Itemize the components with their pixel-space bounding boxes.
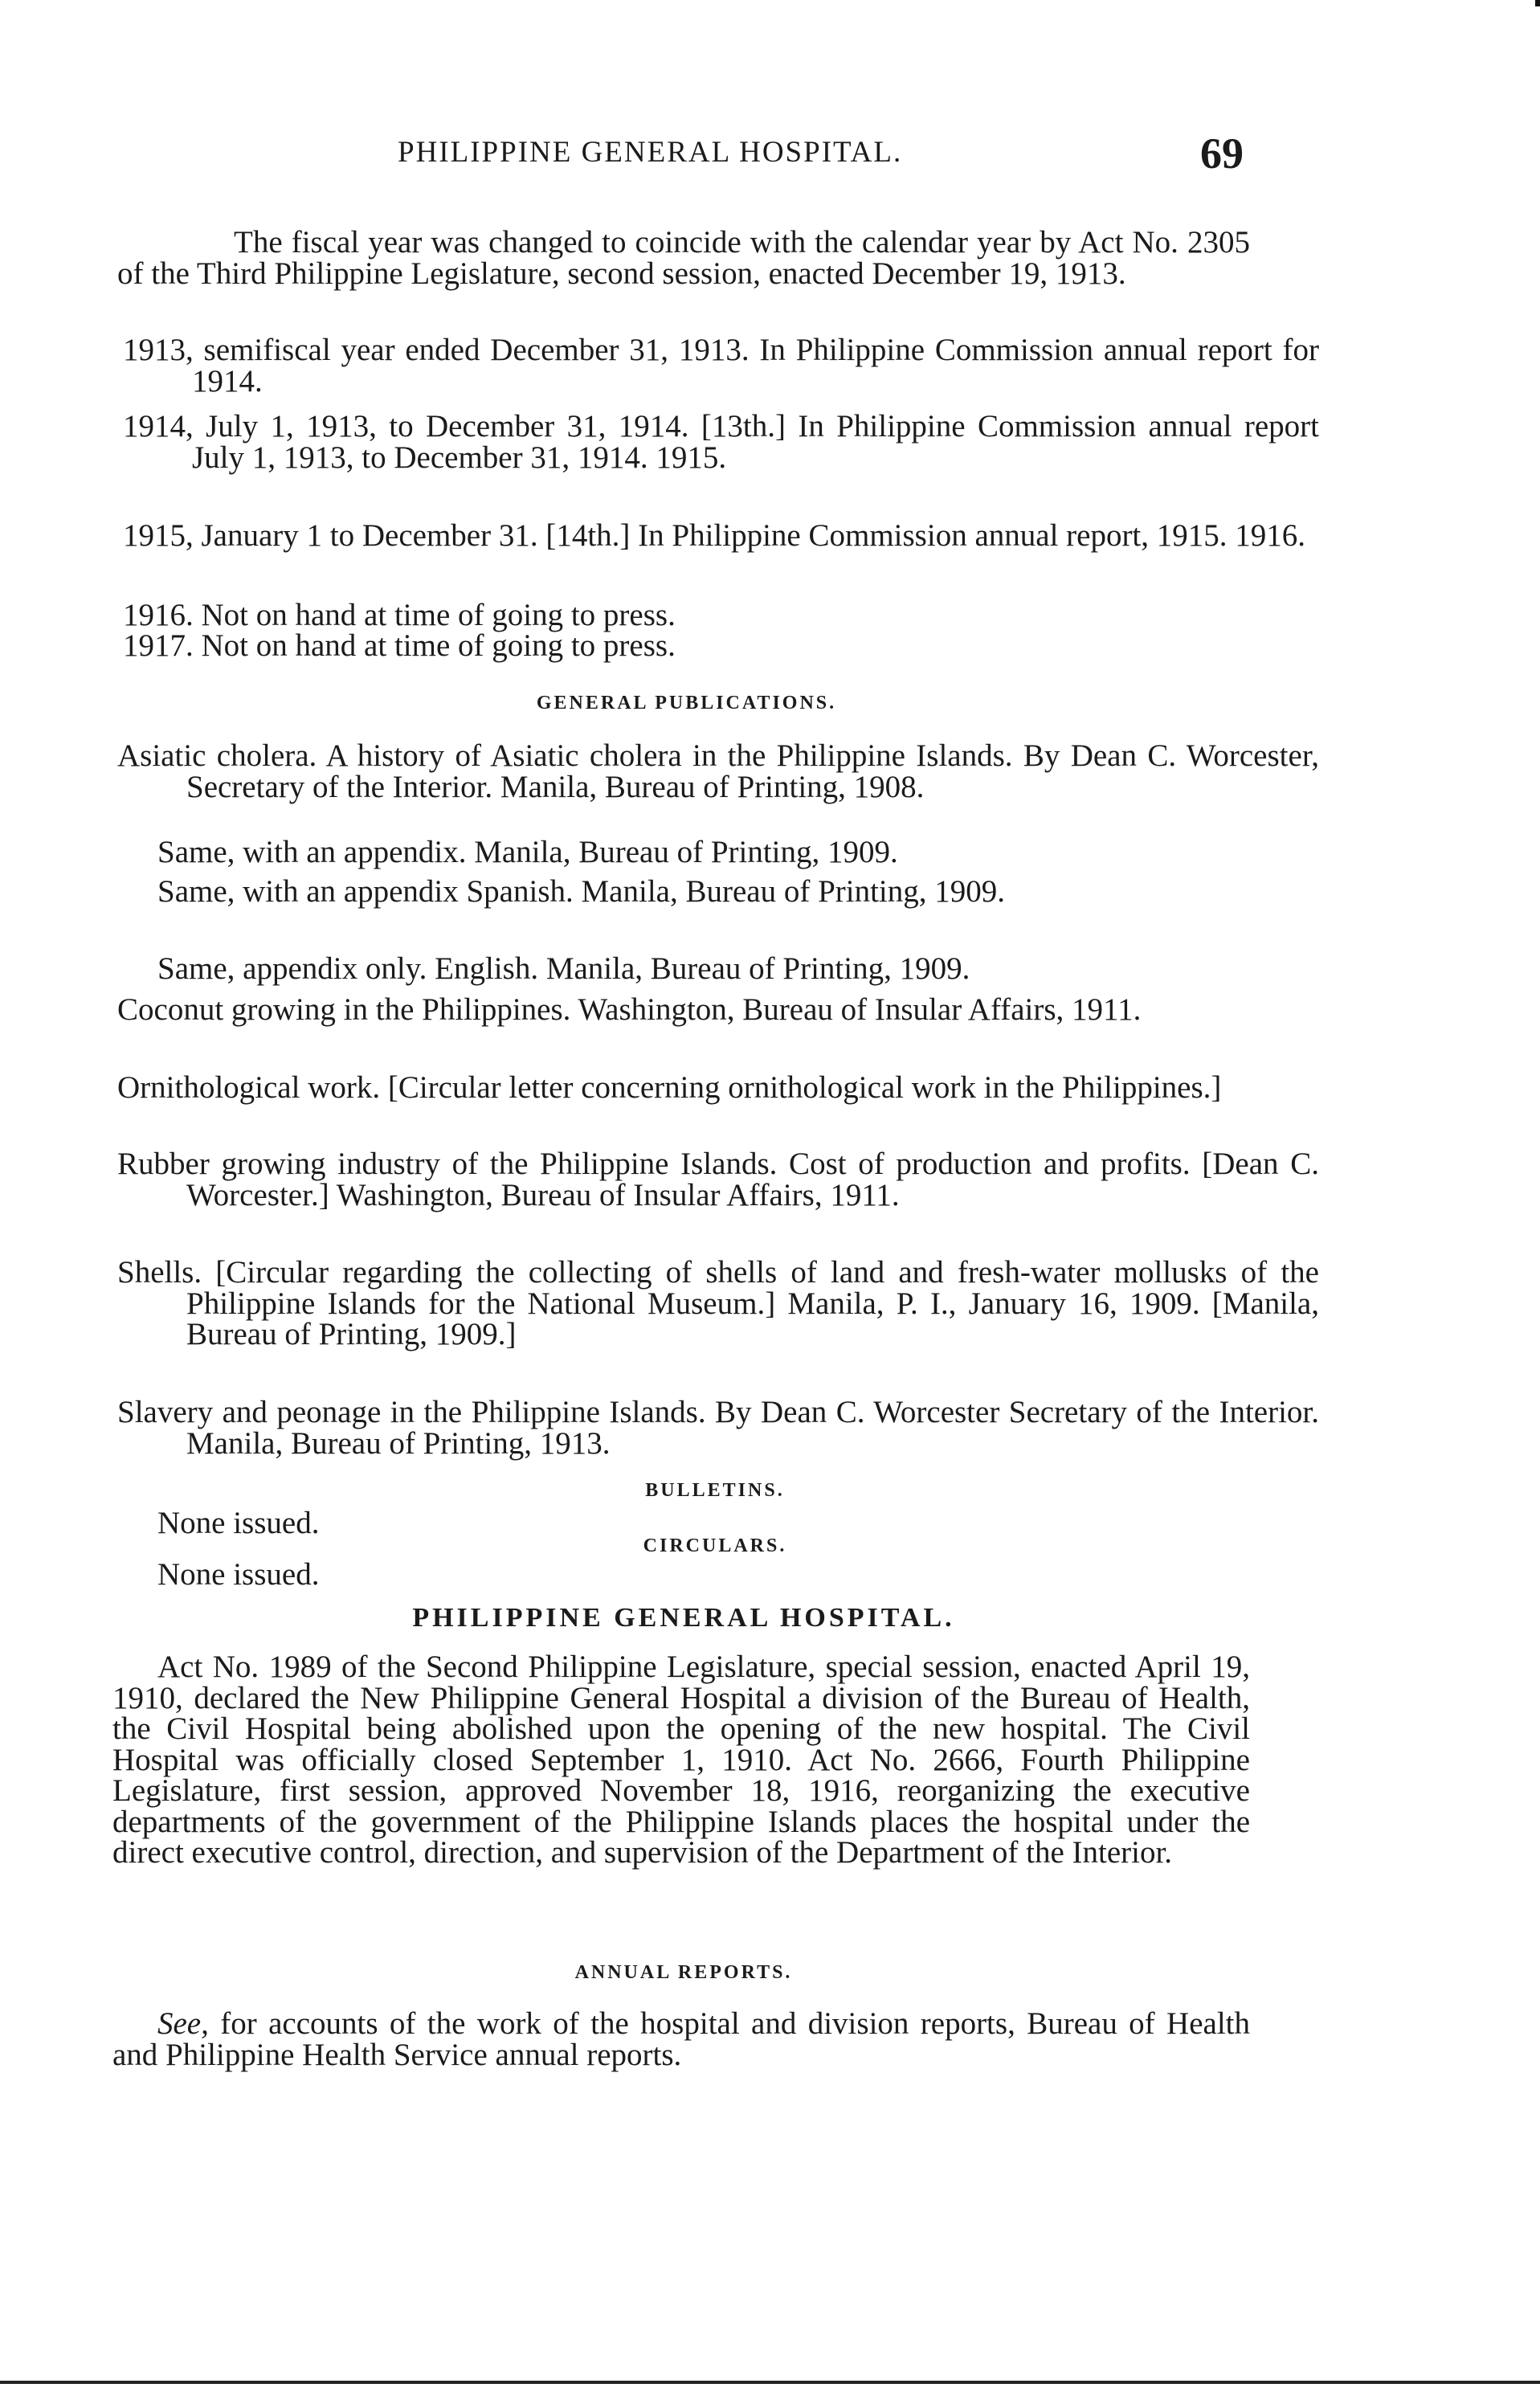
hospital-section-heading: PHILIPPINE GENERAL HOSPITAL. xyxy=(412,1603,955,1633)
report-entry-1913: 1913, semifiscal year ended December 31, 1913. In Philippine Commission annual report for 1914. xyxy=(123,333,1319,399)
publication-entry: Asiatic cholera. A history of Asiatic cholera in the Philippine Islands. By Dean C. Worcester, Secretary of the Interior. Manila, Bureau of Printing, 1908. xyxy=(117,738,1319,804)
bulletins-heading: BULLETINS. xyxy=(645,1480,785,1501)
publication-entry: Slavery and peonage in the Philippine Islands. By Dean C. Worcester Secretary of the Interior. Manila, Bureau of Printing, 1913. xyxy=(117,1395,1319,1461)
publication-entry: Same, with an appendix. Manila, Bureau of Printing, 1909. xyxy=(157,835,898,869)
publication-entry: Shells. [Circular regarding the collecting of shells of land and fresh-water mollusks of the Philippine Islands for the National Museum.] Manila, P. I., January 16, 1909. [Manila, Bureau of Printing, 1909.] xyxy=(117,1255,1319,1351)
report-entry-1914: 1914, July 1, 1913, to December 31, 1914. [13th.] In Philippine Commission annual report July 1, 1913, to December 31, 1914. 1915. xyxy=(123,409,1319,475)
bulletins-text: None issued. xyxy=(157,1506,320,1540)
report-entry-1916: 1916. Not on hand at time of going to press. xyxy=(123,598,676,632)
page-number: 69 xyxy=(1200,129,1244,178)
report-entry-1915: 1915, January 1 to December 31. [14th.] In Philippine Commission annual report, 1915. 1916. xyxy=(123,518,1306,553)
scan-mark xyxy=(1535,0,1540,6)
circulars-text: None issued. xyxy=(157,1557,320,1592)
circulars-heading: CIRCULARS. xyxy=(643,1535,787,1556)
hospital-section-paragraph: Act No. 1989 of the Second Philippine Legislature, special session, enacted April 19, 1910, declared the New Philippine General Hospital a division of the Bureau of Health, the Civil Hospital being abolished upon the opening of the new hospital. The Civil Hospital was officially closed September 1, 1910. Act No. 2666, Fourth Philippine Legislature, first session, approved November 18, 1916, reorganizing the executive departments of the government of the Philippine Islands places the hospital under the direct executive control, direction, and supervision of the Department of the Interior. xyxy=(112,1650,1250,1870)
publication-entry: Rubber growing industry of the Philippine Islands. Cost of production and profits. [Dean C. Worcester.] Washington, Bureau of Insular Affairs, 1911. xyxy=(117,1147,1319,1212)
annual-reports-heading: ANNUAL REPORTS. xyxy=(574,1962,793,1983)
publication-entry: Same, appendix only. English. Manila, Bureau of Printing, 1909. xyxy=(157,951,970,986)
fiscal-year-note: The fiscal year was changed to coincide with the calendar year by Act No. 2305 of the Third Philippine Legislature, second session, enacted December 19, 1913. xyxy=(117,225,1250,291)
running-title: PHILIPPINE GENERAL HOSPITAL. xyxy=(398,136,903,169)
publication-entry: Same, with an appendix Spanish. Manila, Bureau of Printing, 1909. xyxy=(157,874,1006,909)
report-entry-1917: 1917. Not on hand at time of going to press. xyxy=(123,628,676,663)
publication-entry: Coconut growing in the Philippines. Washington, Bureau of Insular Affairs, 1911. xyxy=(117,992,1142,1027)
general-publications-heading: GENERAL PUBLICATIONS. xyxy=(536,693,837,713)
annual-reports-text: for accounts of the work of the hospital and division reports, Bureau of Health and Philippine Health Service annual reports. xyxy=(112,2006,1250,2072)
publication-entry: Ornithological work. [Circular letter concerning ornithological work in the Philippines.] xyxy=(117,1070,1222,1105)
see-reference: See, xyxy=(157,2006,209,2041)
bottom-border xyxy=(0,2381,1540,2384)
annual-reports-paragraph xyxy=(112,2006,1250,2072)
